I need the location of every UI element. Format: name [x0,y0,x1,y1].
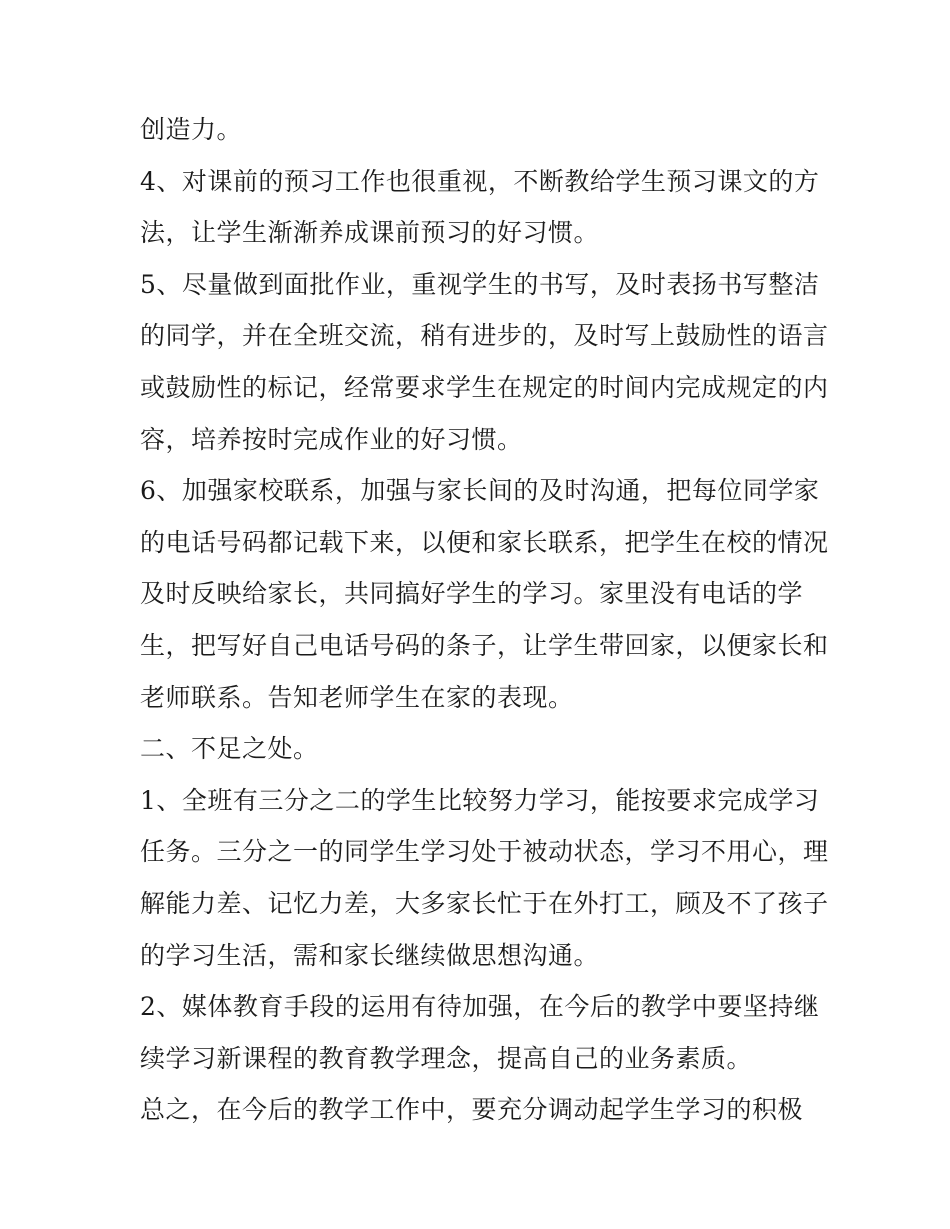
section-heading: 二、不足之处。 [140,734,319,764]
text-line: 续学习新课程的教育教学理念，提高自己的业务素质。 [140,1043,753,1073]
text-line: 法，让学生渐渐养成课前预习的好习惯。 [140,218,600,248]
text-line: 的同学，并在全班交流，稍有进步的，及时写上鼓励性的语言 [140,321,829,351]
text-line: 老师联系。告知老师学生在家的表现。 [140,682,574,712]
text-line: 总之，在今后的教学工作中，要充分调动起学生学习的积极 [140,1095,804,1125]
text-line: 或鼓励性的标记，经常要求学生在规定的时间内完成规定的内 [140,372,829,402]
document-body [140,104,829,1136]
text-line: 及时反映给家长，共同搞好学生的学习。家里没有电话的学 [140,579,804,609]
text-line: 1、全班有三分之二的学生比较努力学习，能按要求完成学习 [140,785,820,815]
text-line: 4、对课前的预习工作也很重视，不断教给学生预习课文的方 [140,166,820,196]
text-line: 任务。三分之一的同学生学习处于被动状态，学习不用心，理 [140,837,829,867]
text-line: 容，培养按时完成作业的好习惯。 [140,424,523,454]
text-line: 的学习生活，需和家长继续做思想沟通。 [140,940,600,970]
text-line: 的电话号码都记载下来，以便和家长联系，把学生在校的情况 [140,527,829,557]
text-line: 6、加强家校联系，加强与家长间的及时沟通，把每位同学家 [140,476,820,506]
text-line: 解能力差、记忆力差，大多家长忙于在外打工，顾及不了孩子 [140,888,829,918]
text-line: 生，把写好自己电话号码的条子，让学生带回家，以便家长和 [140,630,829,660]
text-line: 创造力。 [140,115,243,144]
text-line: 2、媒体教育手段的运用有待加强，在今后的教学中要坚持继 [140,992,820,1022]
text-line: 5、尽量做到面批作业，重视学生的书写，及时表扬书写整洁 [140,269,820,299]
